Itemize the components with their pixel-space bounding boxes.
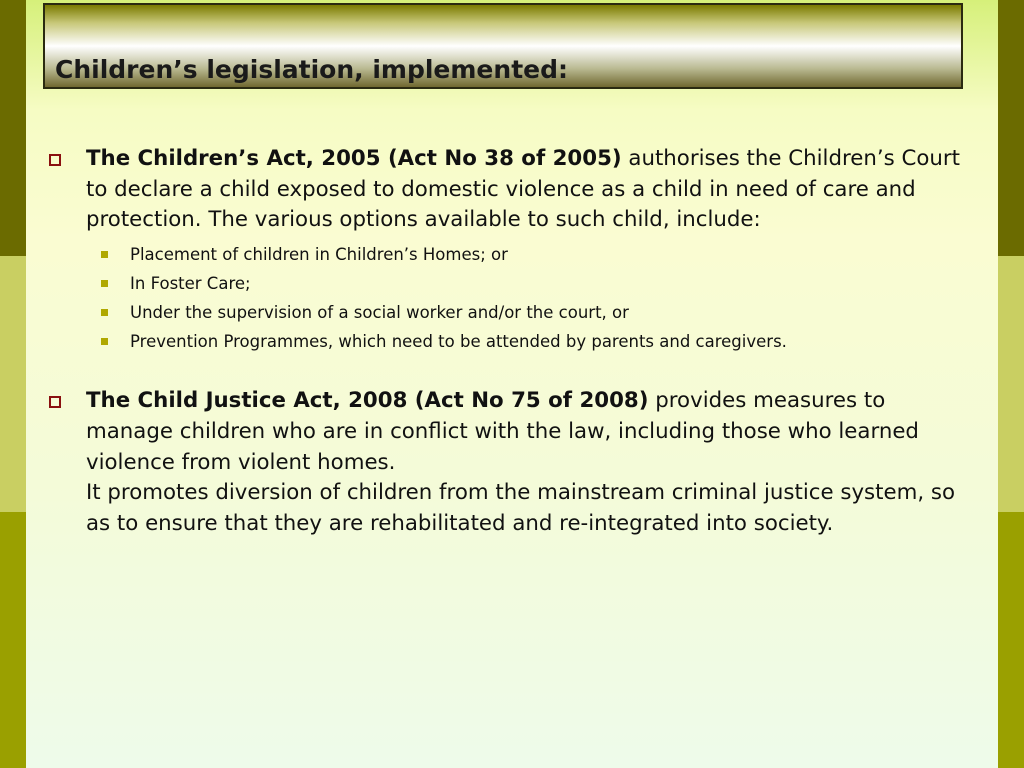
sub-bullet-item bbox=[86, 298, 976, 327]
sub-bullet-text: In Foster Care; bbox=[130, 274, 251, 294]
bullet-text-continuation: It promotes diversion of children from the mainstream criminal justice system, so as to ensure that they are rehabilitated and re-integrated into society. bbox=[86, 480, 956, 536]
right-bar-bottom bbox=[998, 512, 1024, 768]
sub-bullet-text: Placement of children in Children’s Homes; or bbox=[130, 245, 508, 265]
square-bullet-icon bbox=[101, 338, 108, 345]
left-bar-middle bbox=[0, 256, 26, 512]
hollow-square-bullet-icon bbox=[49, 154, 61, 166]
content bbox=[46, 144, 976, 540]
right-bar-top bbox=[998, 0, 1024, 256]
hollow-square-bullet-icon bbox=[49, 396, 61, 408]
sub-bullet-item bbox=[86, 269, 976, 298]
sub-bullet-item bbox=[86, 327, 976, 356]
bullet-text: authorises the Children’s Court to declare a child exposed to domestic violence as a child in need of care and protection. The various options available to such child, include: bbox=[86, 146, 961, 233]
left-bar-top bbox=[0, 0, 26, 256]
bullet-bold-text: The Child Justice Act, 2008 (Act No 75 of 2008) bbox=[86, 388, 649, 414]
slide-title: Children’s legislation, implemented: bbox=[55, 55, 568, 84]
bullet-item-child-justice-act bbox=[46, 386, 976, 540]
left-bar-bottom bbox=[0, 512, 26, 768]
sub-bullet-list bbox=[86, 240, 976, 356]
bullet-text: provides measures to manage children who are in conflict with the law, including those who learned violence from violent homes. bbox=[86, 388, 919, 475]
right-bar-middle bbox=[998, 256, 1024, 512]
sub-bullet-item bbox=[86, 240, 976, 269]
bullet-bold-text: The Children’s Act, 2005 (Act No 38 of 2005) bbox=[86, 146, 622, 171]
title-box bbox=[43, 3, 963, 89]
square-bullet-icon bbox=[101, 309, 108, 316]
sub-bullet-text: Under the supervision of a social worker and/or the court, or bbox=[130, 303, 629, 323]
square-bullet-icon bbox=[101, 251, 108, 258]
bullet-item-childrens-act bbox=[46, 144, 976, 356]
sub-bullet-text: Prevention Programmes, which need to be attended by parents and caregivers. bbox=[130, 332, 787, 352]
square-bullet-icon bbox=[101, 280, 108, 287]
